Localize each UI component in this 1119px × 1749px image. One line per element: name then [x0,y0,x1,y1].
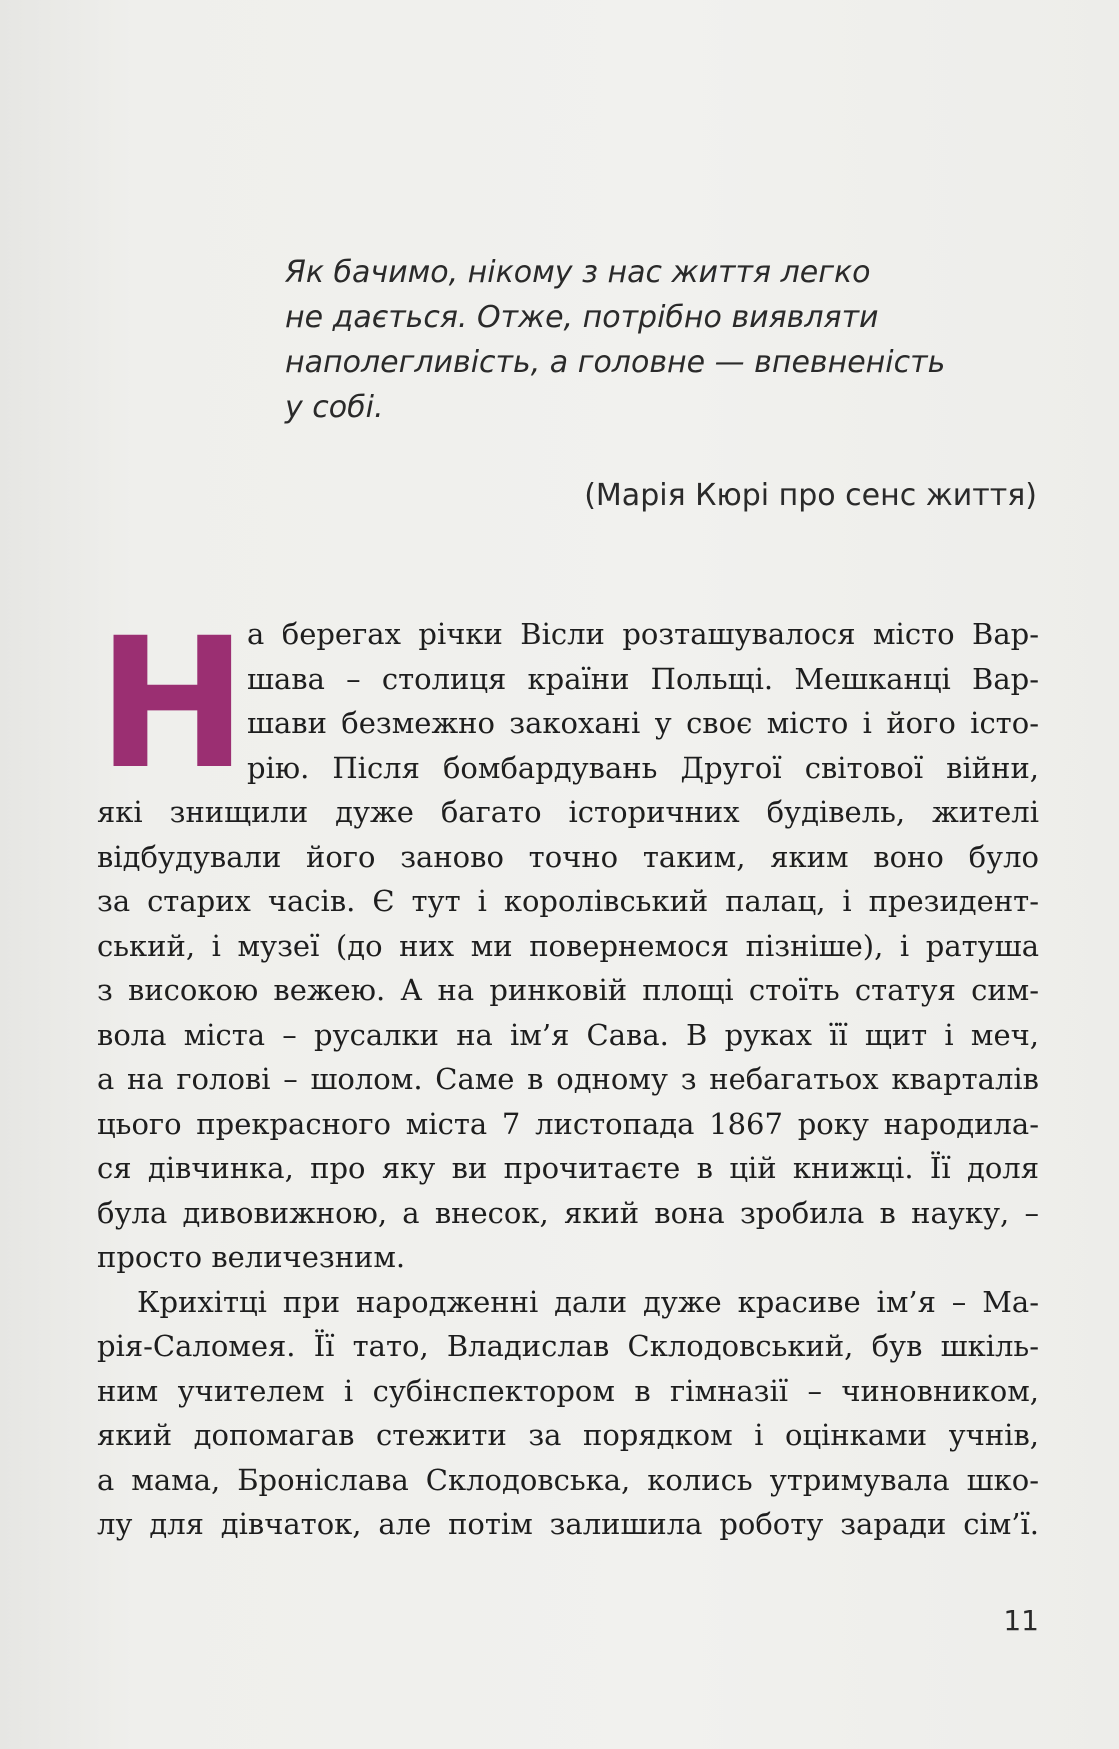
text-line: а на голові – шолом. Саме в одному з небагатьох кварталів [97,1062,1039,1096]
text-line: ся дівчинка, про яку ви прочитаєте в цій книжці. Її доля [97,1151,1039,1185]
text-line: з високою вежею. А на ринковій площі стоїть статуя сим- [97,973,1039,1007]
text-line: цього прекрасного міста 7 листопада 1867 року народила- [97,1106,1039,1141]
text-line: вола міста – русалки на ім’я Сава. В руках її щит і меч, [97,1017,1039,1052]
drop-cap-letter: Н [97,600,248,809]
epigraph-line: наполегливість, а головне — впевненість [285,345,946,380]
text-line: ський, і музеї (до них ми повернемося пізніше), і ратуша [97,928,1039,963]
page-number: 11 [1003,1604,1039,1637]
text-line: за старих часів. Є тут і королівський палац, і президент- [97,884,1039,918]
text-line: який допомагав стежити за порядком і оцінками учнів, [97,1418,1039,1452]
text-line: Крихітці при народженні дали дуже красиве ім’я – Ма- [137,1284,1039,1319]
text-line: просто величезним. [97,1240,406,1274]
text-line: рію. Після бомбардувань Другої світової війни, [247,750,1039,785]
text-line: які знищили дуже багато історичних будівель, жителі [97,795,1039,829]
text-line: ним учителем і субінспектором в гімназії – чиновником, [97,1373,1039,1408]
epigraph-attribution: (Марія Кюрі про сенс життя) [584,478,1037,513]
epigraph-line: Як бачимо, нікому з нас життя легко [285,255,871,290]
text-line: шави безмежно закохані у своє місто і його істо- [247,706,1039,740]
text-line: відбудували його заново точно таким, яким воно було [97,839,1039,874]
text-line: була дивовижною, а внесок, який вона зробила в науку, – [97,1195,1039,1230]
text-line: рія-Саломея. Її тато, Владислав Склодовський, був шкіль- [97,1329,1039,1363]
text-line: а берегах річки Вісли розташувалося місто Вар- [247,617,1039,651]
text-line: шава – столиця країни Польщі. Мешканці Вар- [247,661,1039,696]
epigraph-quote [285,250,1045,430]
epigraph-line: у собі. [285,390,384,425]
text-line: лу для дівчаток, але потім залишила роботу заради сім’ї. [97,1507,1039,1541]
body-text [97,600,1039,1547]
epigraph-line: не дається. Отже, потрібно виявляти [285,300,879,335]
text-line: а мама, Броніслава Склодовська, колись утримувала шко- [97,1462,1039,1497]
